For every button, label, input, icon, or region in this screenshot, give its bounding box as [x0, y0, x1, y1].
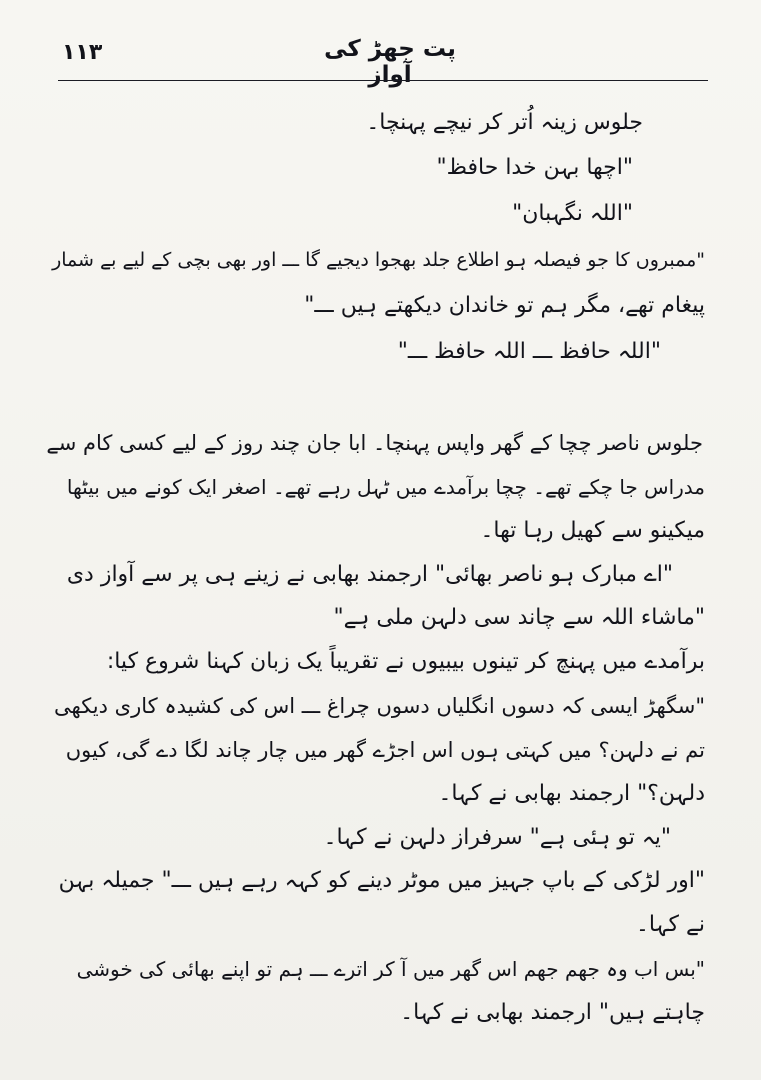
text-line: برآمدے میں پہنچ کر تینوں بیبیوں نے تقریباً یک زبان کہنا شروع کیا: [106, 649, 705, 674]
text-line: "ممبروں کا جو فیصلہ ہو اطلاع جلد بھجوا دیجیے گا ـــ اور بھی بچی کے لیے بے شمار [52, 249, 705, 271]
text-line: چاہتے ہیں" ارجمند بھابی نے کہا۔ [400, 1000, 705, 1025]
text-line: "اے مبارک ہو ناصر بھائی" ارجمند بھابی نے زینے ہی پر سے آواز دی [66, 562, 673, 587]
text-line: "اللہ حافظ ـــ اللہ حافظ ـــ" [397, 339, 661, 364]
text-line: "اچھا بہن خدا حافظ" [436, 155, 633, 180]
text-line: جلوس زینہ اُتر کر نیچے پہنچا۔ [366, 110, 643, 135]
text-line: مدراس جا چکے تھے۔ چچا برآمدے میں ٹہل رہے تھے۔ اصغر ایک کونے میں بیٹھا [66, 475, 705, 499]
running-head-title: پت جھڑ کی آواز [324, 36, 456, 88]
text-line: میکینو سے کھیل رہا تھا۔ [480, 518, 705, 543]
header-rule [58, 80, 708, 81]
text-line: تم نے دلہن؟ میں کہتی ہوں اس اجڑے گھر میں چار چاند لگا دے گی، کیوں [65, 738, 705, 762]
page-number: ۱۱۳ [62, 40, 103, 65]
text-line: "اللہ نگہبان" [512, 201, 633, 226]
text-line: "اور لڑکی کے باپ جہیز میں موٹر دینے کو کہہ رہے ہیں ـــ" جمیلہ بہن [58, 868, 705, 893]
text-line: "ماشاء اللہ سے چاند سی دلہن ملی ہے" [333, 605, 705, 630]
text-line: "بس اب وہ جھم جھم اس گھر میں آ کر اترے ـــ ہم تو اپنے بھائی کی خوشی [76, 957, 705, 981]
text-line: جلوس ناصر چچا کے گھر واپس پہنچا۔ ابا جان چند روز کے لیے کسی کام سے [46, 431, 703, 455]
text-line: دلہن؟" ارجمند بھابی نے کہا۔ [438, 781, 705, 806]
text-line: "سگھڑ ایسی کہ دسوں انگلیاں دسوں چراغ ـــ اس کی کشیدہ کاری دیکھی [54, 694, 705, 718]
text-line: پیغام تھے، مگر ہم تو خاندان دیکھتے ہیں ـــ" [304, 293, 705, 318]
text-line: "یہ تو ہئی ہے" سرفراز دلہن نے کہا۔ [323, 825, 671, 850]
text-line: نے کہا۔ [636, 912, 705, 937]
